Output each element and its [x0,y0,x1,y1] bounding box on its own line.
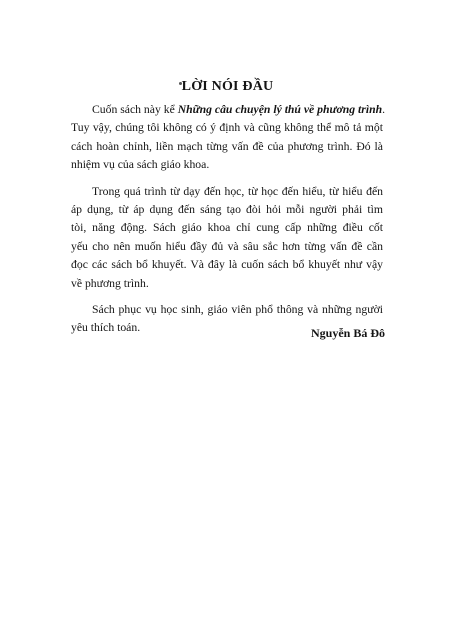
paragraph-1-line-4: nhiệm vụ của sách giáo khoa. [71,158,210,172]
paragraph-2-line-3: tòi, năng động. Sách giáo khoa chỉ cung cấp những điều cốt [71,221,383,235]
paragraph-3-line-2: yêu thích toán. [71,321,141,335]
paragraph-1-line-2: Tuy vậy, chúng tôi không có ý định và cũng không thể mô tả một [71,121,383,135]
paragraph-1-line-3: cách hoàn chỉnh, liền mạch từng vấn đề của phương trình. Đó là [71,139,383,153]
paragraph-1-line-1 [71,101,386,119]
paragraph-2-line-5: đọc các sách bổ khuyết. Và đây là cuốn sách bổ khuyết như vậy [71,258,383,272]
author-signature: Nguyễn Bá Đô [310,326,385,340]
paragraph-3-line-1: Sách phục vụ học sinh, giáo viên phổ thông và những người [92,302,383,316]
book-title-emphasis: Những câu chuyện lý thú về phương trình [177,103,383,116]
document-body [71,101,386,338]
paragraph-2-line-6: về phương trình. [71,276,149,290]
paragraph-2-line-1: Trong quá trình từ dạy đến học, từ học đến hiểu, từ hiểu đến [92,184,383,198]
text-run: Cuốn sách này kể [92,103,178,116]
paragraph-2-line-4: yếu cho nên muốn hiểu đầy đủ và sâu sắc hơn từng vấn đề cần [71,239,383,253]
page-title: LỜI NÓI ĐẦU [181,79,274,94]
text-run: . [382,103,386,116]
paragraph-2-line-2: áp dụng, từ áp dụng đến sáng tạo đòi hỏi mỗi người phải tìm [71,202,383,216]
